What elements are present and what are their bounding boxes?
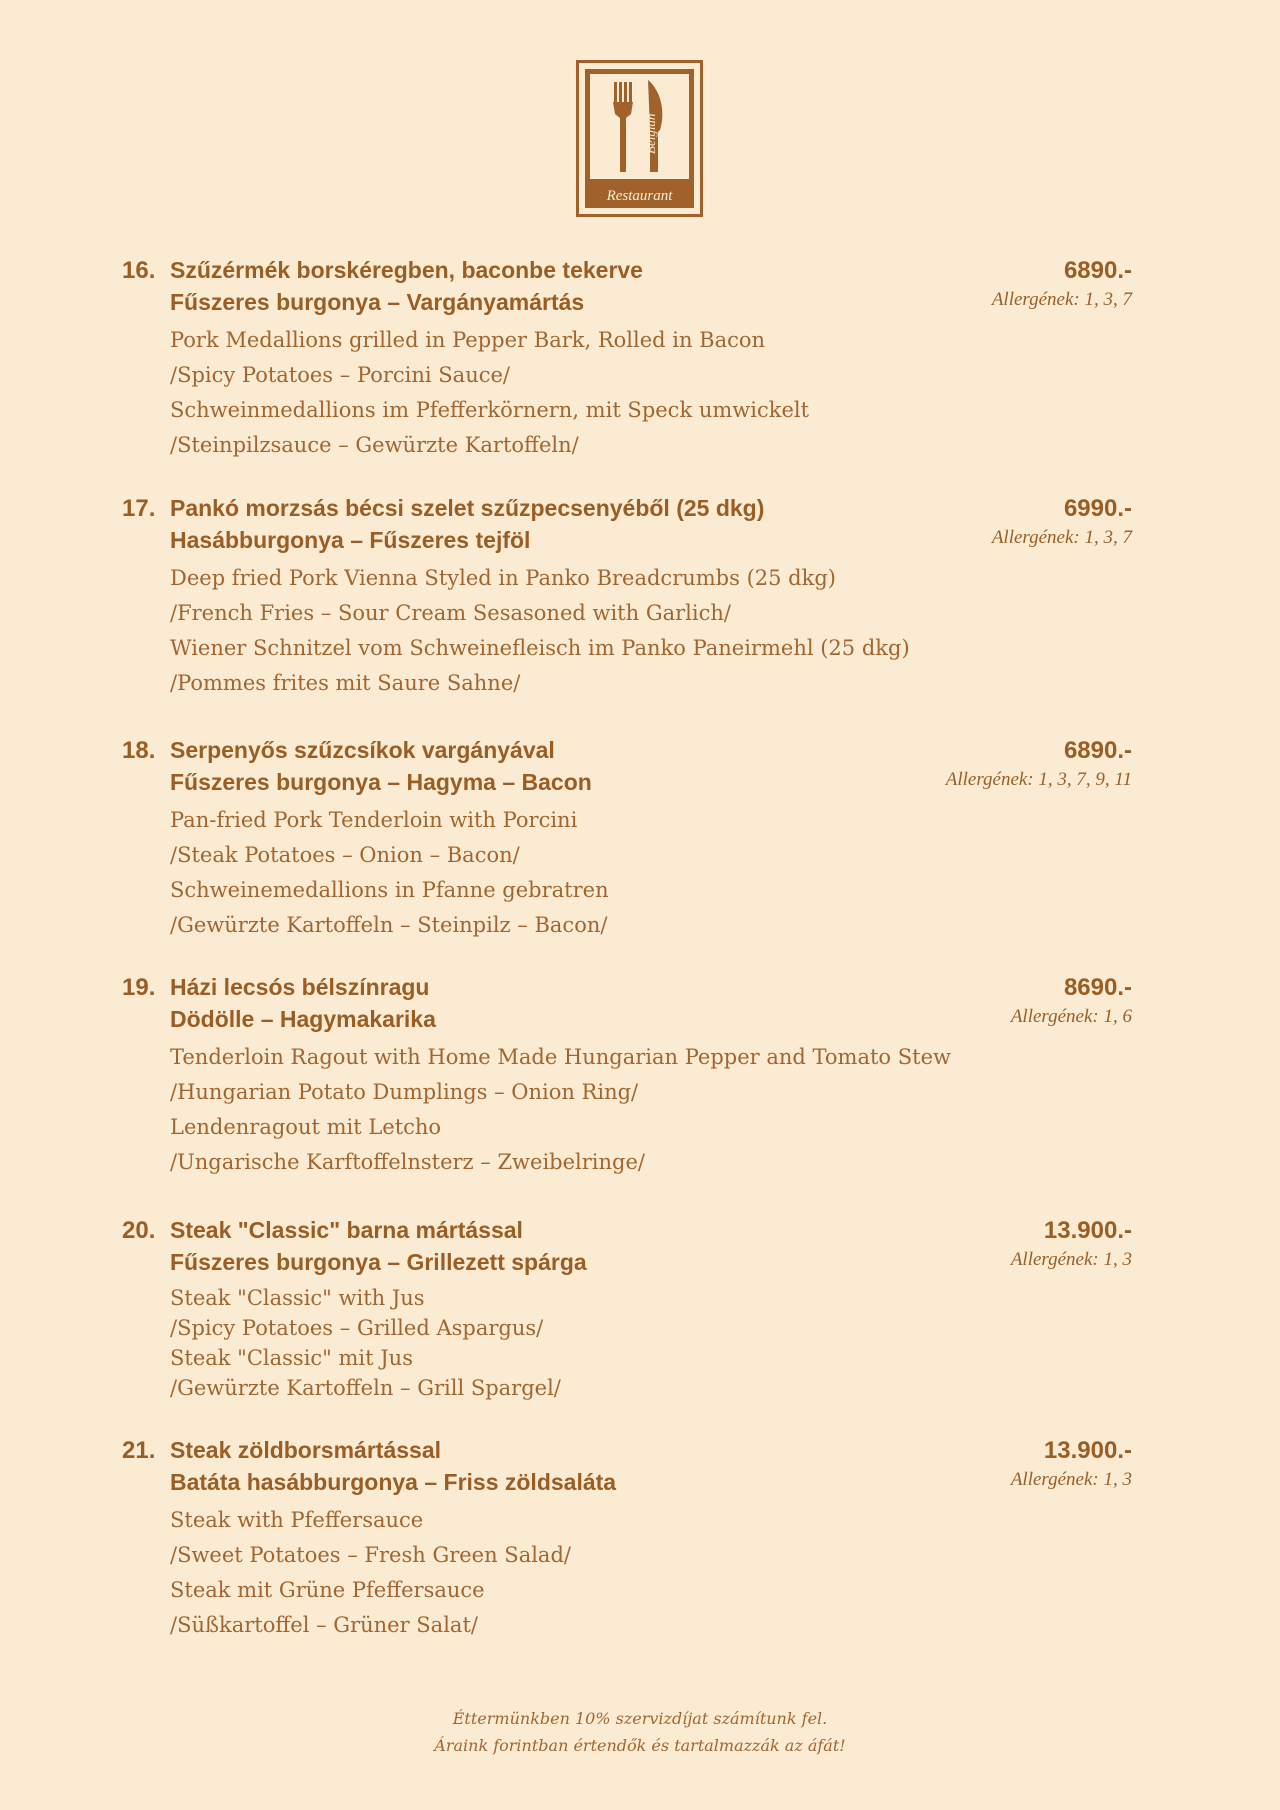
description-line: /Steak Potatoes – Onion – Bacon/ [170,843,520,867]
item-price: 6890.- [1063,257,1132,284]
item-sides: Fűszeres burgonya – Grillezett spárga [170,1249,587,1275]
description-line: /French Fries – Sour Cream Sesasoned with Garlich/ [170,601,731,625]
item-sides: Batáta hasábburgonya – Friss zöldsaláta [170,1469,617,1495]
item-title: Steak "Classic" barna mártással [170,1217,523,1243]
item-price: 8690.- [1063,974,1132,1001]
item-description [170,803,1132,943]
item-price: 13.900.- [1043,1437,1132,1464]
description-line: Schweinemedallions in Pfanne gebratren [170,878,609,902]
item-allergens: Allergének: 1, 3, 7 [991,289,1132,310]
item-allergens: Allergének: 1, 3 [1010,1469,1132,1490]
footer-note [0,1705,1280,1759]
menu-item [122,1217,1132,1403]
description-line: /Pommes frites mit Saure Sahne/ [170,671,521,695]
item-title: Serpenyős szűzcsíkok vargányával [170,737,555,763]
logo-script-text: Belgian [643,113,658,154]
description-line: /Gewürzte Kartoffeln – Steinpilz – Bacon/ [170,913,608,937]
item-description [170,1283,1132,1403]
menu-item [122,974,1132,1180]
description-line: /Spicy Potatoes – Porcini Sauce/ [170,363,510,387]
item-title: Szűzérmék borskéregben, baconbe tekerve [170,257,643,283]
description-line: /Süßkartoffel – Grüner Salat/ [170,1613,478,1637]
item-sides: Dödölle – Hagymakarika [170,1006,436,1032]
description-line: Steak with Pfeffersauce [170,1508,424,1532]
menu-item [122,1437,1132,1643]
item-allergens: Allergének: 1, 3, 7 [991,527,1132,548]
item-number: 17. [122,495,156,522]
item-title: Házi lecsós bélszínragu [170,974,430,1000]
description-line: /Steinpilzsauce – Gewürzte Kartoffeln/ [170,433,579,457]
item-sides: Fűszeres burgonya – Vargányamártás [170,289,585,315]
description-line: /Ungarische Karftoffelnsterz – Zweibelringe/ [170,1150,645,1174]
description-line: Lendenragout mit Letcho [170,1115,442,1139]
item-title: Steak zöldborsmártással [170,1437,442,1463]
item-description [170,1040,1132,1180]
item-number: 18. [122,737,156,764]
menu-item [122,495,1132,701]
vat-note: Áraink forintban értendők és tartalmazzák az áfát! [434,1736,846,1755]
item-number: 21. [122,1437,156,1464]
description-line: /Gewürzte Kartoffeln – Grill Spargel/ [170,1376,561,1400]
description-line: Deep fried Pork Vienna Styled in Panko Breadcrumbs (25 dkg) [170,566,836,590]
logo-banner-text: Restaurant [606,188,673,204]
item-number: 19. [122,974,156,1001]
item-price: 6990.- [1063,495,1132,522]
description-line: /Hungarian Potato Dumplings – Onion Ring/ [170,1080,639,1104]
description-line: /Spicy Potatoes – Grilled Aspargus/ [170,1316,544,1340]
item-number: 16. [122,257,156,284]
item-price: 13.900.- [1043,1217,1132,1244]
item-description [170,561,1132,701]
item-allergens: Allergének: 1, 3, 7, 9, 11 [945,769,1132,790]
item-description [170,1503,1132,1643]
restaurant-logo [576,60,703,217]
menu-item [122,737,1132,943]
service-charge-note: Éttermünkben 10% szervizdíjat számítunk fel. [452,1709,828,1728]
description-line: Steak mit Grüne Pfeffersauce [170,1578,485,1602]
item-allergens: Allergének: 1, 3 [1010,1249,1132,1270]
description-line: Pork Medallions grilled in Pepper Bark, Rolled in Bacon [170,328,766,352]
item-description [170,323,1132,463]
item-number: 20. [122,1217,156,1244]
description-line: Steak "Classic" with Jus [170,1286,425,1310]
item-sides: Hasábburgonya – Fűszeres tejföl [170,527,531,553]
item-allergens: Allergének: 1, 6 [1010,1006,1132,1027]
item-price: 6890.- [1063,737,1132,764]
description-line: Schweinmedallions im Pfefferkörnern, mit Speck umwickelt [170,398,810,422]
item-title: Pankó morzsás bécsi szelet szűzpecsenyéből (25 dkg) [170,495,765,521]
menu-item [122,257,1132,463]
description-line: Pan-fried Pork Tenderloin with Porcini [170,808,578,832]
description-line: Tenderloin Ragout with Home Made Hungarian Pepper and Tomato Stew [170,1045,951,1069]
description-line: /Sweet Potatoes – Fresh Green Salad/ [170,1543,571,1567]
description-line: Wiener Schnitzel vom Schweinefleisch im Panko Paneirmehl (25 dkg) [170,636,910,660]
description-line: Steak "Classic" mit Jus [170,1346,413,1370]
item-sides: Fűszeres burgonya – Hagyma – Bacon [170,769,592,795]
